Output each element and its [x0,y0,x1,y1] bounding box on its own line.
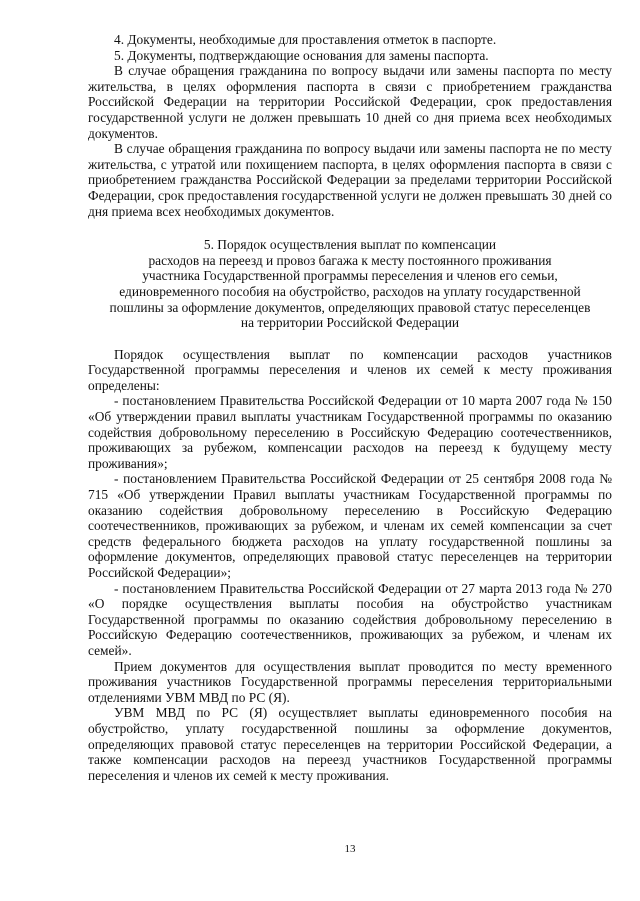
list-item-5: 5. Документы, подтверждающие основания для замены паспорта. [114,47,489,63]
decree-150: - постановлением Правительства Российской Федерации от 10 марта 2007 года № 150 «Об утверждении правил выплаты участникам Государственной программы по оказанию содействия добровольному переселению в Российскую Федерацию соотечественников, проживающих за рубежом, компенсации расходов на переезд к будущему месту проживания»; [88,393,612,471]
reception-paragraph: Прием документов для осуществления выплат проводится по месту временного проживания участников Государственной программы переселения территориальными отделениями УВМ МВД по РС (Я). [88,658,612,705]
heading-line: участника Государственной программы переселения и членов его семьи, [142,268,558,284]
page-number: 13 [344,843,356,855]
paragraph-30-days: В случае обращения гражданина по вопросу выдачи или замены паспорта не по месту жительства, с утратой или похищением паспорта, в целях оформления паспорта в связи с приобретением гражданства Российской Федерации за пределами территории Российской Федерации, срок предоставления государственной услуги не должен превышать 30 дней со дня приема всех необходимых документов. [88,141,612,219]
heading-line: 5. Порядок осуществления выплат по компенсации [203,237,497,253]
section-intro: Порядок осуществления выплат по компенсации расходов участников Государственной программы переселения и членов их семей к месту проживания определены: [88,346,612,393]
decree-715: - постановлением Правительства Российской Федерации от 25 сентября 2008 года № 715 «Об утверждении Правил выплаты участникам Государственной программы по оказанию содействия добровольному переселению в Российскую Федерацию соотечественников, проживающих за рубежом, и членам их семей компенсации за счет средств федерального бюджета расходов на уплату государственной пошлины за оформление документов, определяющих правовой статус переселенцев на территории Российской Федерации»; [88,471,612,580]
decree-270: - постановлением Правительства Российской Федерации от 27 марта 2013 года № 270 «О порядке осуществления выплаты пособия на обустройство участникам Государственной программы по оказанию содействия добровольному переселению в Российскую Федерацию соотечественников, проживающих за рубежом, и членам их семей». [88,580,612,658]
list-item-4: 4. Документы, необходимые для проставления отметок в паспорте. [114,32,497,47]
heading-line: на территории Российской Федерации [240,315,460,331]
paragraph-10-days: В случае обращения гражданина по вопросу выдачи или замены паспорта по месту жительства, в целях оформления паспорта в связи с приобретением гражданства Российской Федерации на территории Российской Федерации, срок предоставления государственной услуги не должен превышать 10 дней со дня приема всех необходимых документов. [88,63,612,141]
heading-line: единовременного пособия на обустройство, расходов на уплату государственной [119,283,581,299]
heading-line: расходов на переезд и провоз багажа к месту постоянного проживания [148,252,552,268]
payments-paragraph: УВМ МВД по РС (Я) осуществляет выплаты единовременного пособия на обустройство, уплату государственной пошлины за оформление документов, определяющих правовой статус переселенцев на территории Российской Федерации, а также компенсации расходов на переезд участников Государственной программы переселения и членов их семей к месту проживания. [88,705,612,783]
heading-line: пошлины за оформление документов, определяющих правовой статус переселенцев [109,299,591,315]
section-heading [88,237,612,331]
